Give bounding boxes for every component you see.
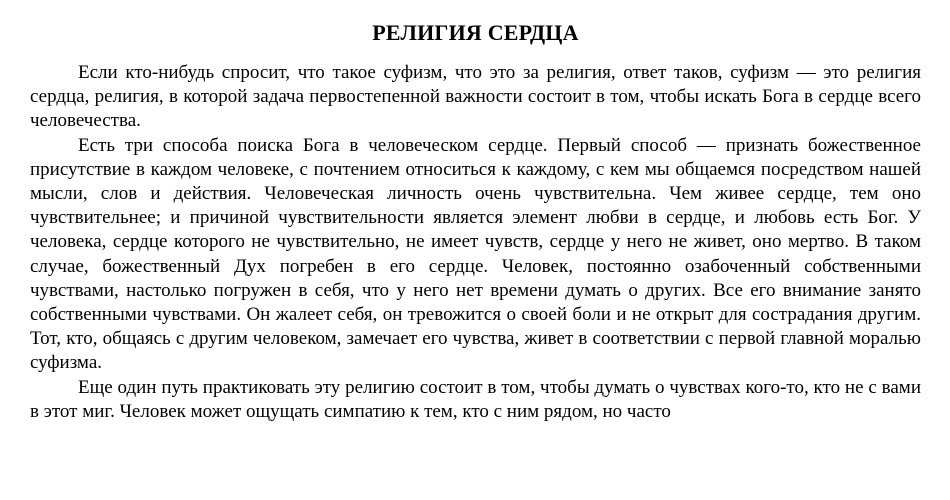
paragraph-2: Есть три способа поиска Бога в человеческом сердце. Первый способ — признать божественное присутствие в каждом человеке, с почтением относиться к каждому, с кем мы общаемся посредством нашей мысли, слов и действия. Человеческая личность очень чувствительна. Чем живее сердце, тем оно чувствительнее; и причиной чувствительности является элемент любви в сердце, и любовь есть Бог. У человека, сердце которого не чувствительно, не имеет чувств, сердце у него не живет, оно мертво. В таком случае, божественный Дух погребен в его сердце. Человек, постоянно озабоченный собственными чувствами, настолько погружен в себя, что у него нет времени думать о других. Все его внимание занято собственными чувствами. Он жалеет себя, он тревожится о своей боли и не открыт для сострадания другим. Тот, кто, общаясь с другим человеком, замечает его чувства, живет в соответствии с первой главной моралью суфизма.	[30, 134, 921, 374]
document-title: РЕЛИГИЯ СЕРДЦА	[372, 20, 579, 45]
paragraph-3: Еще один путь практиковать эту религию состоит в том, чтобы думать о чувствах кого-то, кто не с вами в этот миг. Человек может ощущать симпатию к тем, кто с ним рядом, но часто	[30, 376, 921, 422]
paragraph-1: Если кто-нибудь спросит, что такое суфизм, что это за религия, ответ таков, суфизм — это религия сердца, религия, в которой задача первостепенной важности состоит в том, чтобы искать Бога в сердце всего человечества.	[30, 62, 921, 132]
document-page	[30, 18, 921, 424]
